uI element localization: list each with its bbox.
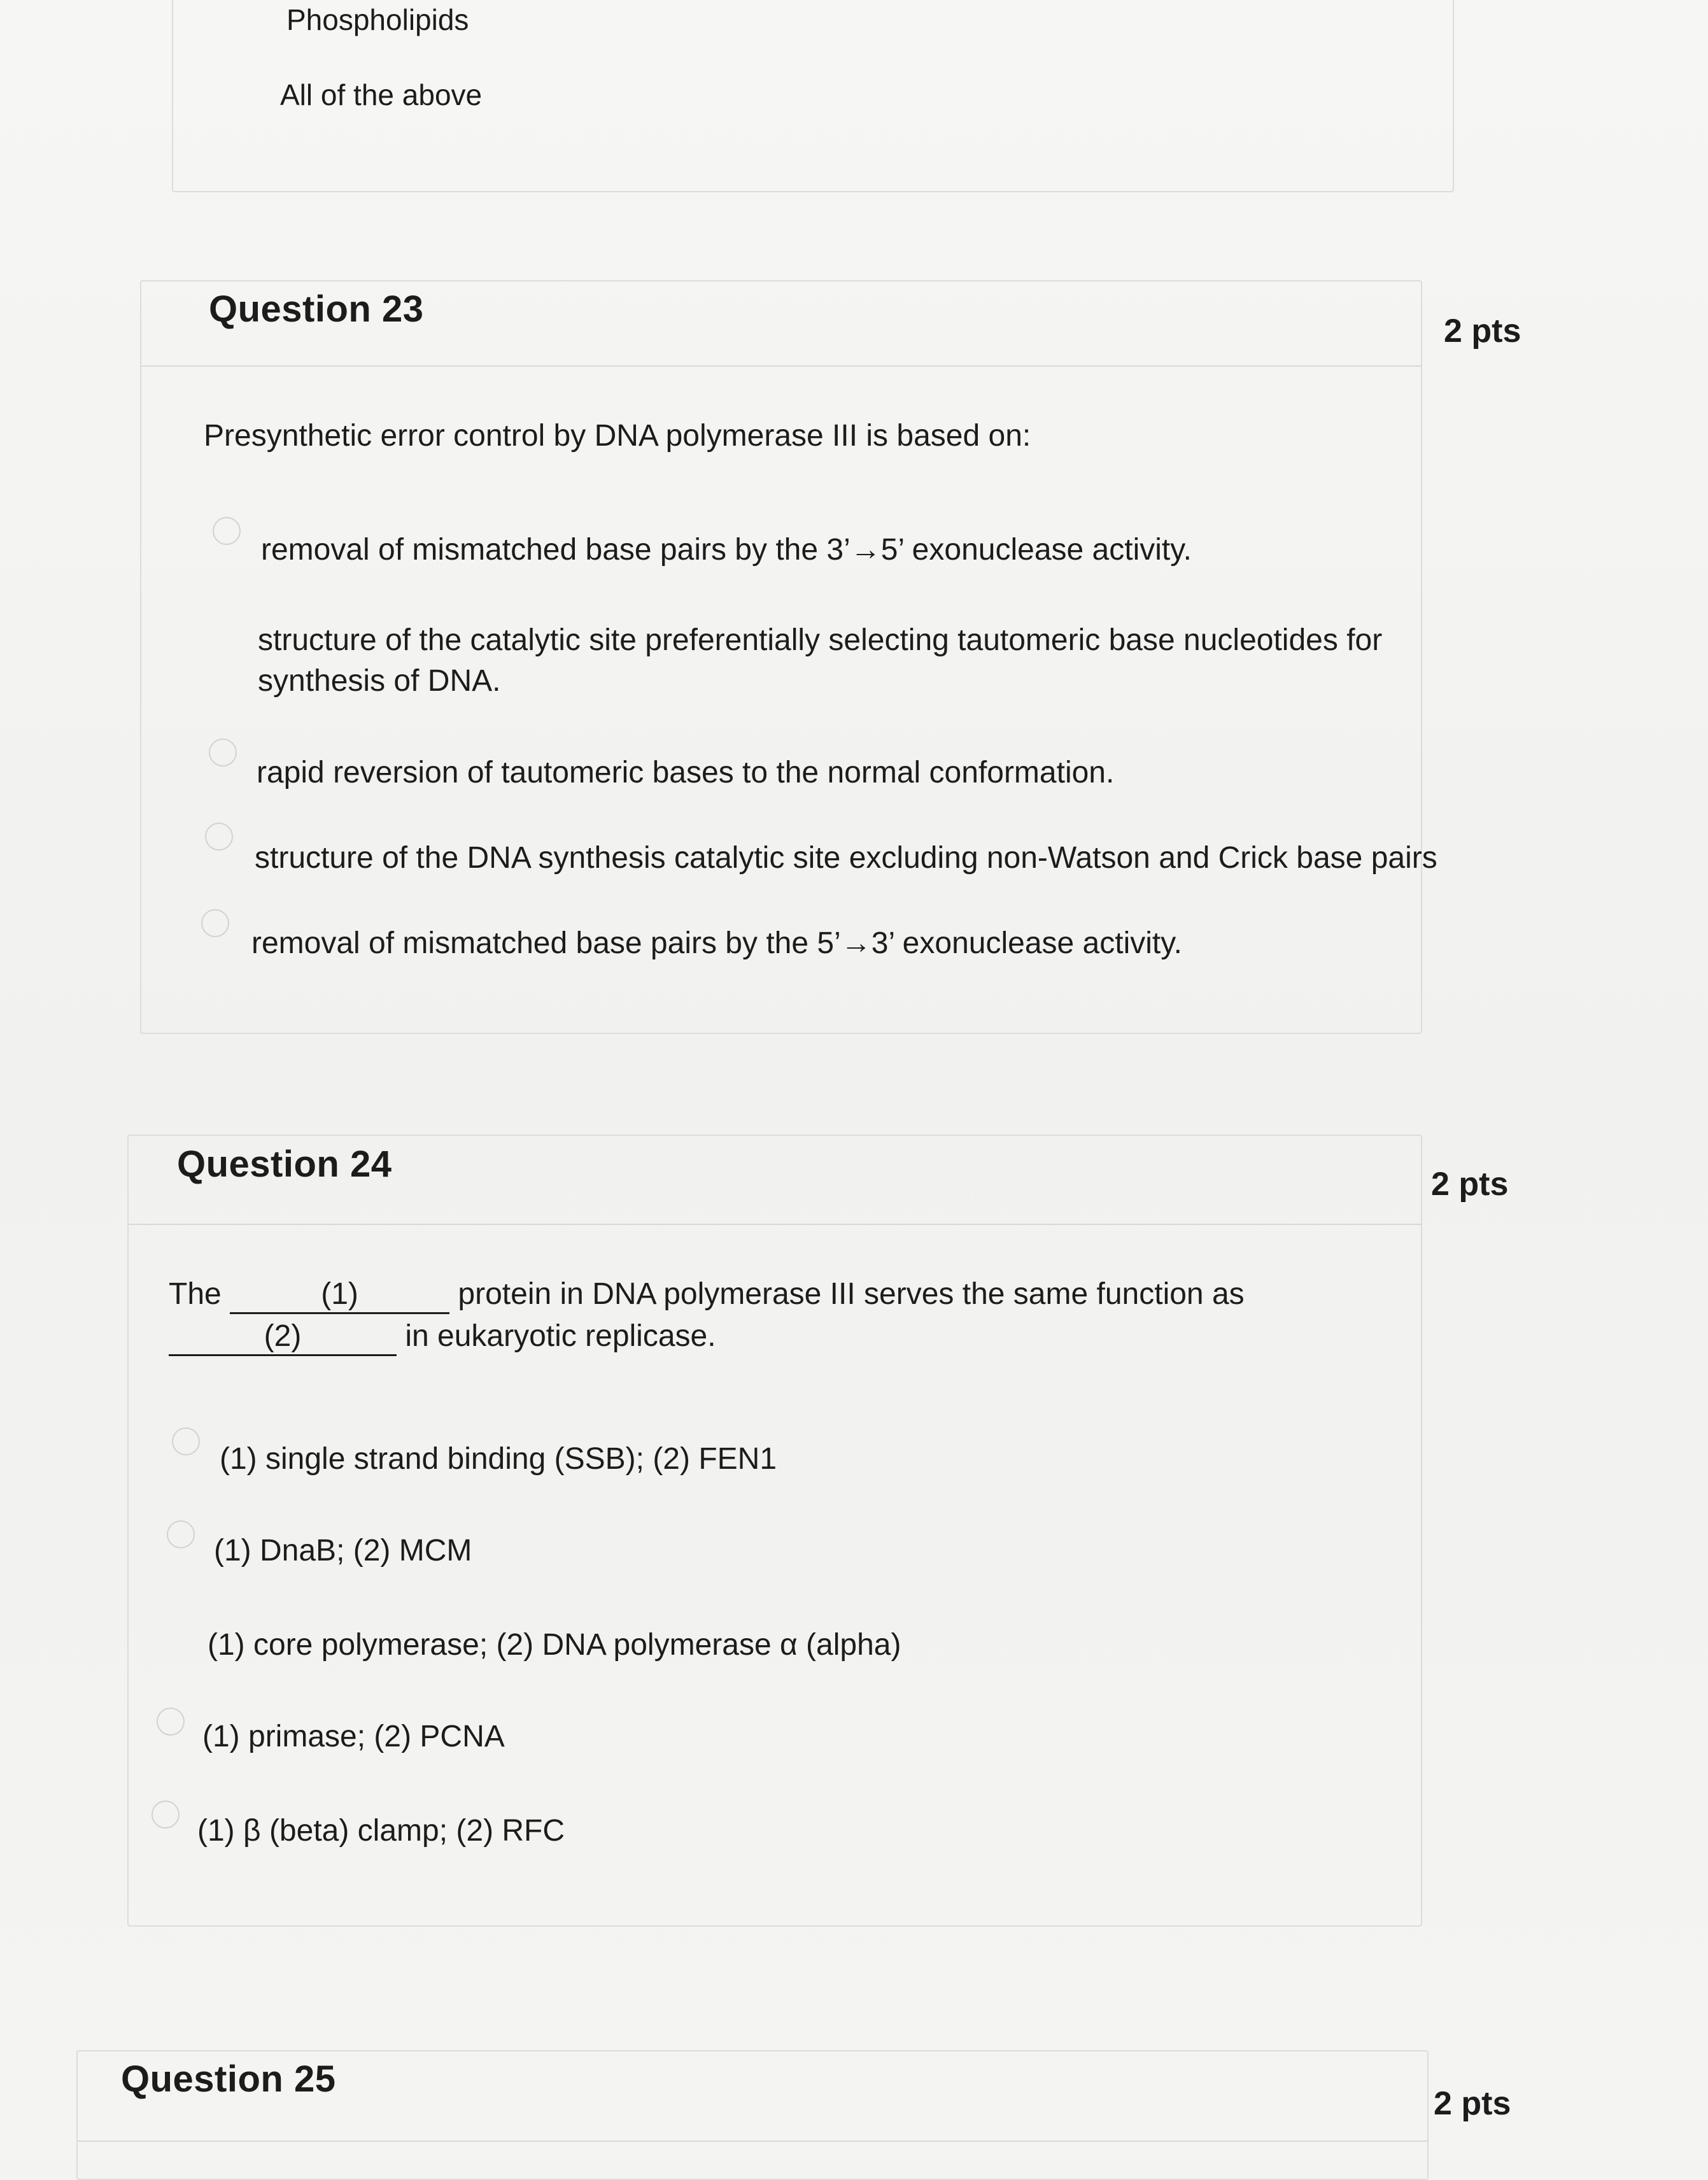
answer-option-rapid-reversion[interactable]: rapid reversion of tautomeric bases to the normal conformation. bbox=[257, 756, 1115, 789]
question-24-title: Question 24 bbox=[177, 1143, 392, 1185]
answer-option-all-of-the-above[interactable]: All of the above bbox=[280, 78, 483, 111]
question-24-prompt bbox=[169, 1273, 1366, 1357]
answer-radio[interactable] bbox=[205, 823, 233, 851]
answer-option-primase-pcna[interactable]: (1) primase; (2) PCNA bbox=[202, 1720, 505, 1753]
answer-option-tautomeric-selection[interactable]: structure of the catalytic site preferentially selecting tautomeric base nucleotides for synthesis of DNA. bbox=[258, 623, 1383, 698]
blank-2: (2) bbox=[169, 1319, 397, 1356]
question-23-prompt: Presynthetic error control by DNA polymerase III is based on: bbox=[204, 419, 1031, 453]
answer-radio[interactable] bbox=[172, 1427, 200, 1455]
question-24-prompt-start: The bbox=[169, 1277, 222, 1311]
question-24-prompt-end: in eukaryotic replicase. bbox=[405, 1319, 716, 1353]
answer-option-phospholipids[interactable]: Phospholipids bbox=[286, 3, 469, 36]
answer-option-core-polymerase-alpha[interactable]: (1) core polymerase; (2) DNA polymerase α (alpha) bbox=[208, 1628, 901, 1662]
question-24-points: 2 pts bbox=[1431, 1166, 1509, 1203]
answer-radio[interactable] bbox=[152, 1801, 180, 1829]
answer-option-dnab-mcm[interactable]: (1) DnaB; (2) MCM bbox=[214, 1534, 472, 1568]
question-23-title: Question 23 bbox=[209, 288, 424, 330]
question-25-title: Question 25 bbox=[121, 2058, 336, 2100]
question-24-prompt-middle: protein in DNA polymerase III serves the same function as bbox=[458, 1277, 1245, 1311]
answer-option-ssb-fen1[interactable]: (1) single strand binding (SSB); (2) FEN1 bbox=[220, 1442, 777, 1476]
answer-option-catalytic-site-exclusion[interactable]: structure of the DNA synthesis catalytic site excluding non-Watson and Crick base pairs bbox=[255, 841, 1437, 875]
blank-1: (1) bbox=[230, 1277, 449, 1314]
answer-radio[interactable] bbox=[209, 739, 237, 767]
answer-radio[interactable] bbox=[167, 1520, 195, 1548]
question-25-points: 2 pts bbox=[1434, 2085, 1511, 2122]
answer-radio[interactable] bbox=[157, 1708, 185, 1736]
answer-option-3to5-exonuclease[interactable]: removal of mismatched base pairs by the 3’→5’ exonuclease activity. bbox=[261, 533, 1192, 567]
answer-option-beta-clamp-rfc[interactable]: (1) β (beta) clamp; (2) RFC bbox=[197, 1814, 565, 1848]
answer-option-5to3-exonuclease[interactable]: removal of mismatched base pairs by the 5’→3’ exonuclease activity. bbox=[251, 926, 1183, 960]
answer-radio[interactable] bbox=[201, 909, 229, 937]
answer-radio[interactable] bbox=[213, 517, 241, 545]
question-23-points: 2 pts bbox=[1444, 313, 1521, 350]
